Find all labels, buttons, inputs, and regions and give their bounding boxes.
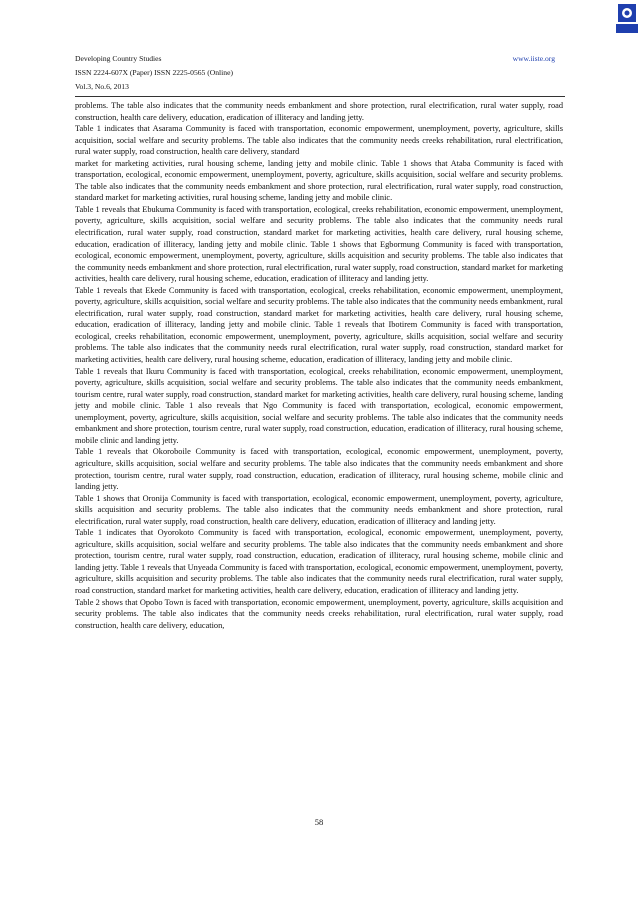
paragraph: problems. The table also indicates that the community needs embankment and shore protection, rural electrification, rural water supply, road construction, health care delivery, education, eradication of illiteracy and landing jetty.: [75, 101, 563, 122]
paragraph: Table 1 shows that Oronija Community is faced with transportation, ecological, economic empowerment, unemployment, poverty, agriculture, skills acquisition and security problems. The table also indicates that the community needs embankment and shore protection, rural electrification, rural water supply, road construction, health care delivery, education, eradication of illiteracy and landing jetty.: [75, 493, 563, 526]
page-header: [75, 52, 565, 94]
journal-url-link[interactable]: www.iiste.org: [512, 54, 555, 63]
paragraph: Table 1 reveals that Ekede Community is faced with transportation, ecological, creeks rehabilitation, economic empowerment, unemployment, poverty, agriculture, skills acquisition, social welfare and security problems. The table also indicates that the community needs embankment, rural electrification, rural water supply, road construction, standard market for marketing activities, health care delivery, rural housing scheme, education, eradication of illiteracy, landing jetty and mobile clinic. Table 1 reveals that Ibotirem Community is faced with transportation, ecological, creeks rehabilitation, economic empowerment, unemployment, poverty, agriculture, skills acquisition, social welfare and security problems. The table also indicates that the community needs rural electrification, rural water supply, road construction, standard market for marketing activities, health care delivery, rural housing scheme, education, eradication of illiteracy, landing jetty and mobile clinic.: [75, 285, 563, 365]
iiste-logo: [616, 4, 638, 34]
issn-line: ISSN 2224-607X (Paper) ISSN 2225-0565 (Online): [75, 68, 233, 77]
page-number: 58: [314, 817, 324, 827]
paragraph: Table 1 reveals that Okoroboile Community is faced with transportation, ecological, economic empowerment, unemployment, poverty, agriculture, skills acquisition, social welfare and security problems. The table also indicates that the community needs embankment and shore protection, tourism centre, rural water supply, road construction, education, eradication of illiteracy, rural housing scheme, mobile clinic and landing jetty.: [75, 447, 563, 492]
paragraph: Table 1 indicates that Oyorokoto Community is faced with transportation, ecological, economic empowerment, unemployment, poverty, agriculture, skills acquisition, social welfare and security problems. The table also indicates that the community needs embankment and shore protection, tourism centre, rural water supply, road construction, education, eradication of illiteracy, rural housing scheme, mobile clinic and landing jetty. Table 1 reveals that Unyeada Community is faced with transportation, ecological, economic empowerment, unemployment, poverty, agriculture, skills acquisition and security problems. The table also indicates that the community needs rural electrification, rural water supply, road construction, standard market for marketing activities, health care delivery, education, eradication of illiteracy and landing jetty.: [75, 528, 563, 595]
body-text: [75, 100, 563, 631]
paragraph: Table 1 reveals that Ikuru Community is faced with transportation, ecological, creeks rehabilitation, economic empowerment, unemployment, poverty, agriculture, skills acquisition, social welfare and security problems. The table also indicates that the community needs embankment, tourism centre, rural water supply, road construction, standard market for marketing activities, health care delivery, rural housing scheme, landing jetty and mobile clinic. Table 1 also reveals that Ngo Community is faced with transportation, ecological, economic empowerment, unemployment, poverty, agriculture, skills acquisition, social welfare and security problems. The table also indicates that the community needs embankment and shore protection, tourism centre, rural water supply, road construction, education, eradication of illiteracy, rural housing scheme, mobile clinic and landing jetty.: [75, 366, 563, 445]
paragraph: Table 1 reveals that Ebukuma Community is faced with transportation, ecological, creeks rehabilitation, economic empowerment, unemployment, poverty, agriculture, skills acquisition, social welfare and security problems. The table also indicates that the community needs rural electrification, rural water supply, road construction, standard market for marketing activities, health care delivery, rural housing scheme, education, eradication of illiteracy, landing jetty and mobile clinic. Table 1 shows that Egbormung Community is faced with transportation, ecological, economic empowerment, unemployment, poverty, agriculture, skills acquisition and security problems. The table also indicates that the community needs embankment and shore protection, rural electrification, rural water supply, road construction, standard market for marketing activities, health care delivery, rural housing scheme, education, eradication of illiteracy and landing jetty.: [75, 204, 563, 284]
header-divider: [75, 96, 565, 97]
journal-name: Developing Country Studies: [75, 54, 162, 63]
volume-line: Vol.3, No.6, 2013: [75, 82, 129, 91]
paragraph: Table 2 shows that Opobo Town is faced with transportation, economic empowerment, unemployment, poverty, agriculture, skills acquisition and security problems. The table also indicates that the community needs creeks rehabilitation, rural electrification, rural water supply, road construction, health care delivery, education,: [75, 597, 563, 630]
paragraph: market for marketing activities, rural housing scheme, landing jetty and mobile clinic. Table 1 shows that Ataba Community is faced with transportation, ecological, economic empowerment, unemployment, poverty, agriculture, skills acquisition, social welfare and security problems. The table also indicates that the community needs embankment and shore protection, rural electrification, rural water supply, road construction, standard market for marketing activities, rural housing scheme, landing jetty and mobile clinic.: [75, 158, 563, 203]
paragraph: Table 1 indicates that Asarama Community is faced with transportation, economic empowerment, unemployment, poverty, agriculture, skills acquisition, social welfare and security problems. The table also indicates that the community needs creeks rehabilitation, rural electrification, rural water supply, road construction, health care delivery, standard: [75, 124, 563, 157]
